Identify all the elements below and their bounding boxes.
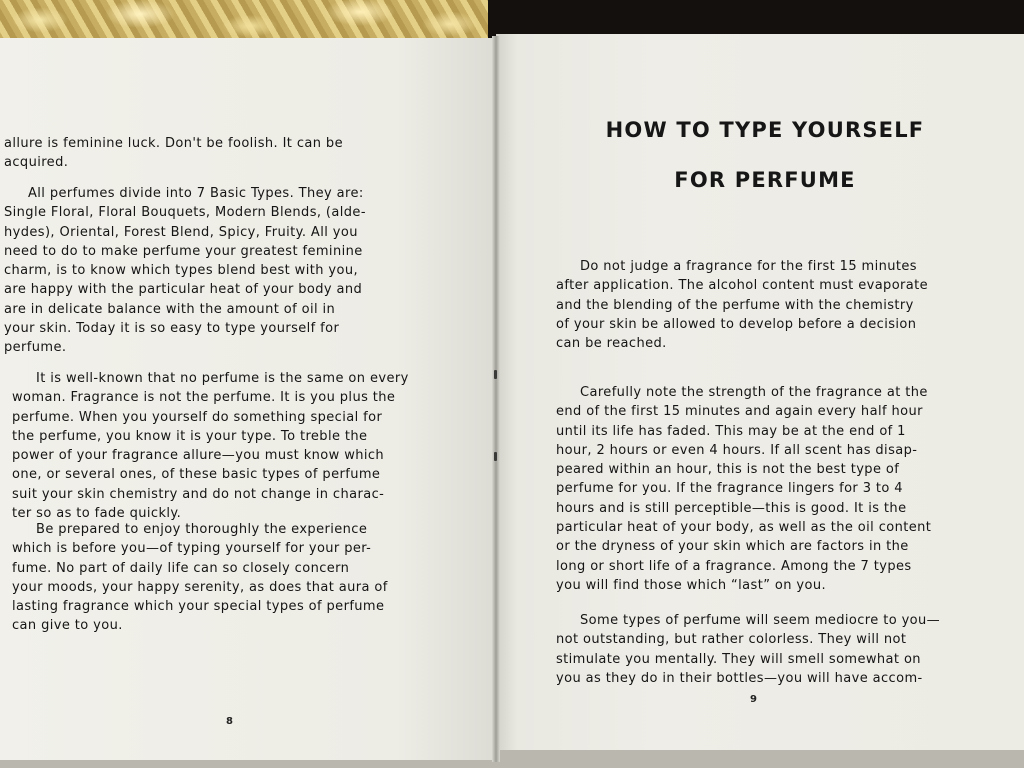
- text-line: ter so as to fade quickly.: [12, 506, 182, 522]
- text-line: one, or several ones, of these basic types of perfume: [12, 467, 381, 483]
- text-line: not outstanding, but rather colorless. They will not: [556, 632, 907, 648]
- left-paragraph-2: [4, 184, 434, 358]
- text-line: woman. Fragrance is not the perfume. It is you plus the: [12, 390, 396, 406]
- text-line: particular heat of your body, as well as the oil content: [556, 520, 932, 536]
- right-paragraph-2: [556, 383, 972, 595]
- left-paragraph-4: [12, 520, 442, 636]
- text-line: acquired.: [4, 155, 69, 171]
- text-line: are in delicate balance with the amount of oil in: [4, 301, 336, 317]
- text-line: of your skin be allowed to develop before a decision: [556, 316, 917, 332]
- page-number: 8: [226, 716, 233, 727]
- right-paragraph-1: [556, 257, 972, 353]
- text-line: Single Floral, Floral Bouquets, Modern Blends, (alde-: [4, 205, 366, 221]
- text-line: can give to you.: [12, 618, 123, 634]
- text-line: your moods, your happy serenity, as does that aura of: [12, 579, 388, 595]
- text-line: charm, is to know which types blend best with you,: [4, 263, 359, 279]
- book-spine: [492, 36, 500, 762]
- text-line: All perfumes divide into 7 Basic Types. They are:: [28, 186, 364, 201]
- text-line: perfume. When you yourself do something special for: [12, 409, 383, 425]
- text-line: you as they do in their bottles—you will have accom-: [556, 670, 923, 686]
- text-line: or the dryness of your skin which are factors in the: [556, 539, 909, 555]
- text-line: which is before you—of typing yourself for your per-: [12, 541, 372, 557]
- text-line: long or short life of a fragrance. Among the 7 types: [556, 558, 912, 574]
- text-line: until its life has faded. This may be at the end of 1: [556, 423, 906, 439]
- text-line: fume. No part of daily life can so closely concern: [12, 560, 350, 576]
- text-line: the perfume, you know it is your type. To treble the: [12, 428, 368, 444]
- text-line: end of the first 15 minutes and again every half hour: [556, 404, 923, 420]
- left-paragraph-3: [12, 369, 442, 523]
- text-line: peared within an hour, this is not the best type of: [556, 462, 900, 478]
- text-line: perfume.: [4, 340, 67, 356]
- text-line: Be prepared to enjoy thoroughly the experience: [36, 522, 368, 537]
- text-line: Do not judge a fragrance for the first 15 minutes: [580, 259, 917, 274]
- text-line: power of your fragrance allure—you must know which: [12, 448, 385, 464]
- text-line: It is well-known that no perfume is the same on every: [36, 371, 409, 386]
- text-line: perfume for you. If the fragrance lingers for 3 to 4: [556, 481, 903, 497]
- text-line: stimulate you mentally. They will smell somewhat on: [556, 651, 921, 667]
- text-line: can be reached.: [556, 336, 667, 352]
- text-line: lasting fragrance which your special types of perfume: [12, 599, 385, 615]
- text-line: need to do to make perfume your greatest feminine: [4, 243, 363, 259]
- text-line: Carefully note the strength of the fragrance at the: [580, 385, 928, 400]
- text-line: are happy with the particular heat of your body and: [4, 282, 363, 298]
- page-heading-line-2: FOR PERFUME: [674, 168, 856, 192]
- text-line: Some types of perfume will seem mediocre to you—: [580, 613, 941, 628]
- text-line: after application. The alcohol content must evaporate: [556, 278, 929, 294]
- right-paragraph-3: [556, 611, 972, 688]
- text-line: and the blending of the perfume with the chemistry: [556, 297, 914, 313]
- text-line: hours and is still perceptible—this is good. It is the: [556, 500, 907, 516]
- text-line: hydes), Oriental, Forest Blend, Spicy, Fruity. All you: [4, 224, 358, 240]
- text-line: hour, 2 hours or even 4 hours. If all scent has disap-: [556, 442, 918, 458]
- text-line: allure is feminine luck. Don't be foolish. It can be: [4, 136, 343, 151]
- staple-stitch: [494, 370, 497, 379]
- text-line: your skin. Today it is so easy to type yourself for: [4, 321, 340, 337]
- page-heading-line-1: HOW TO TYPE YOURSELF: [605, 118, 925, 142]
- text-line: suit your skin chemistry and do not change in charac-: [12, 486, 385, 502]
- text-line: you will find those which “last” on you.: [556, 577, 827, 593]
- left-paragraph-1: [4, 134, 434, 173]
- staple-stitch: [494, 452, 497, 461]
- page-number: 9: [750, 694, 757, 705]
